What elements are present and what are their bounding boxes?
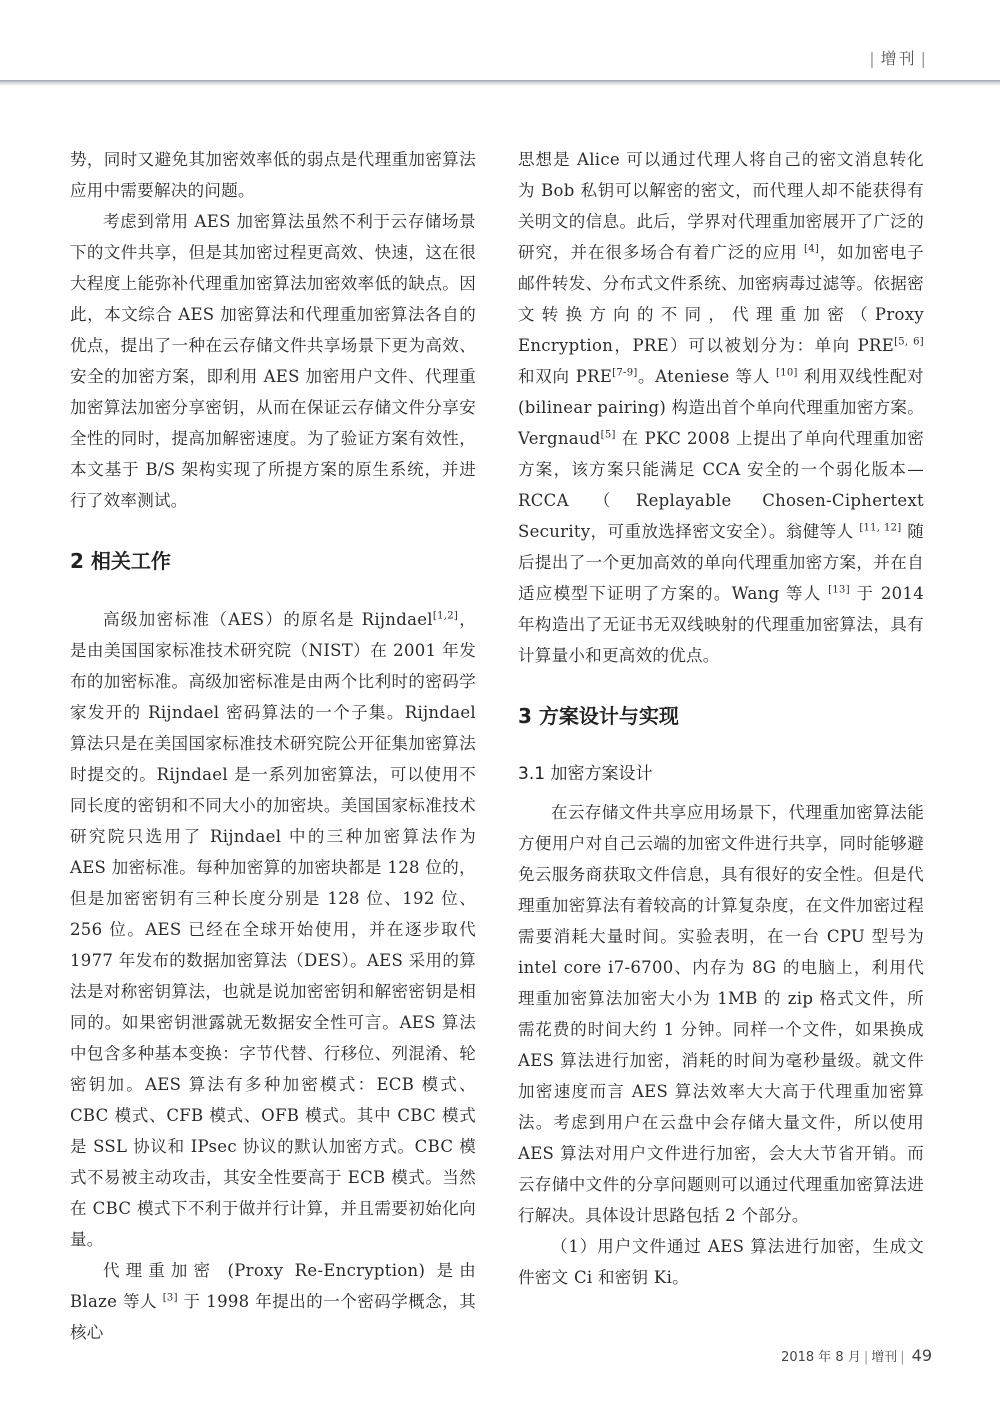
paragraph: 势，同时又避免其加密效率低的弱点是代理重加密算法应用中需要解决的问题。 — [70, 150, 476, 200]
journal-section-tag: | 增刊 | — [869, 49, 928, 68]
header-rule — [0, 80, 1000, 86]
section-3-heading: 3 方案设计与实现 — [518, 704, 679, 728]
section-2-heading: 2 相关工作 — [70, 549, 171, 573]
citation: [11, 12] — [859, 522, 902, 534]
paragraph: 在云存储文件共享应用场景下，代理重加密算法能方便用户对自己云端的加密文件进行共享，同时能够避免云服务商获取文件信息，具有很好的安全性。但是代理重加密算法有着较高的计算复杂度，在文件加密过程需要消耗大量时间。实验表明，在一台 CPU 型号为 intel core i7-6700、内存为 8G 的电脑上，利用代理重加密算法加密大小为 1MB 的 zip 格式文件，所需花费的时间大约 1 分钟。同样一个文件，如果换成 AES 算法进行加密，消耗的时间为毫秒量级。就文件加密速度而言 AES 算法效率大大高于代理重加密算法。考虑到用户在云盘中会存储大量文件，所以使用 AES 算法对用户文件进行加密，会大大节省开销。而云存储中文件的分享问题则可以通过代理重加密算法进行解决。具体设计思路包括 2 个部分。 — [518, 803, 924, 1225]
citation: [3] — [162, 1292, 178, 1304]
issue-date: 2018 年 8 月 — [781, 1350, 861, 1365]
citation: [7-9] — [612, 367, 638, 379]
right-column — [518, 144, 924, 1293]
page-footer: 2018 年 8 月 | 增刊 | 49 — [781, 1346, 932, 1365]
citation: [5] — [600, 429, 616, 441]
footer-tag: 增刊 — [871, 1350, 898, 1365]
paragraph: 考虑到常用 AES 加密算法虽然不利于云存储场景下的文件共享，但是其加密过程更高效、快速，这在很大程度上能弥补代理重加密算法加密效率低的缺点。因此，本文综合 AES 加密算法和代理重加密算法各自的优点，提出了一种在云存储文件共享场景下更为高效、安全的加密方案，即利用 AES 加密用户文件、代理重加密算法加密分享密钥，从而在保证云存储文件分享安全性的同时，提高加解密速度。为了验证方案有效性，本文基于 B/S 架构实现了所提方案的原生系统，并进行了效率测试。 — [70, 212, 476, 510]
paragraph: 代理重加密 (Proxy Re-Encryption) 是由 Blaze 等人 [3] 于 1998 年提出的一个密码学概念，其核心 — [70, 1261, 477, 1342]
paragraph: 思想是 Alice 可以通过代理人将自己的密文消息转化为 Bob 私钥可以解密的密文，而代理人却不能获得有关明文的信息。此后，学界对代理重加密展开了广泛的研究，并在很多场合有着广泛的应用 [4]，如加密电子邮件转发、分布式文件系统、加密病毒过滤等。依据密文转换方向的不同，代理重加密（Proxy Encryption，PRE）可以被划分为：单向 PRE[5, 6] 和双向 PRE[7-9]。Ateniese 等人 [10] 利用双线性配对 (bilinear pairing) 构造出首个单向代理重加密方案。Vergnaud[5] 在 PKC 2008 上提出了单向代理重加密方案，该方案只能满足 CCA 安全的一个弱化版本—RCCA（Replayable Chosen-Ciphertext Security，可重放选择密文安全）。翁健等人 [11, 12] 随后提出了一个更加高效的单向代理重加密方案，并在自适应模型下证明了方案的。Wang 等人 [13] 于 2014 年构造出了无证书无双线映射的代理重加密算法，具有计算量小和更高效的优点。 — [518, 150, 925, 665]
section-3-1-heading: 3.1 加密方案设计 — [518, 764, 653, 784]
citation: [1,2] — [432, 610, 459, 622]
page-number: 49 — [911, 1346, 932, 1365]
citation: [13] — [828, 584, 850, 596]
left-column — [70, 144, 476, 1348]
citation: [10] — [776, 367, 798, 379]
citation: [5, 6] — [894, 336, 925, 348]
paragraph: （1）用户文件通过 AES 算法进行加密，生成文件密文 Ci 和密钥 Ki。 — [518, 1237, 924, 1287]
paragraph: 高级加密标准（AES）的原名是 Rijndael[1,2]，是由美国国家标准技术研究院（NIST）在 2001 年发布的加密标准。高级加密标准是由两个比利时的密码学家发开的 Rijndael 密码算法的一个子集。Rijndael 算法只是在美国国家标准技术研究院公开征集加密算法时提交的。Rijndael 是一系列加密算法，可以使用不同长度的密钥和不同大小的加密块。美国国家标准技术研究院只选用了 Rijndael 中的三种加密算法作为 AES 加密标准。每种加密算的加密块都是 128 位的，但是加密密钥有三种长度分别是 128 位、192 位、256 位。AES 已经在全球开始使用，并在逐步取代 1977 年发布的数据加密算法（DES）。AES 采用的算法是对称密钥算法，也就是说加密密钥和解密密钥是相同的。如果密钥泄露就无数据安全性可言。AES 算法中包含多种基本变换：字节代替、行移位、列混淆、轮密钥加。AES 算法有多种加密模式：ECB 模式、CBC 模式、CFB 模式、OFB 模式。其中 CBC 模式是 SSL 协议和 IPsec 协议的默认加密方式。CBC 模式不易被主动攻击，其安全性要高于 ECB 模式。当然在 CBC 模式下不利于做并行计算，并且需要初始化向量。 — [70, 610, 477, 1249]
citation: [4] — [804, 243, 820, 255]
